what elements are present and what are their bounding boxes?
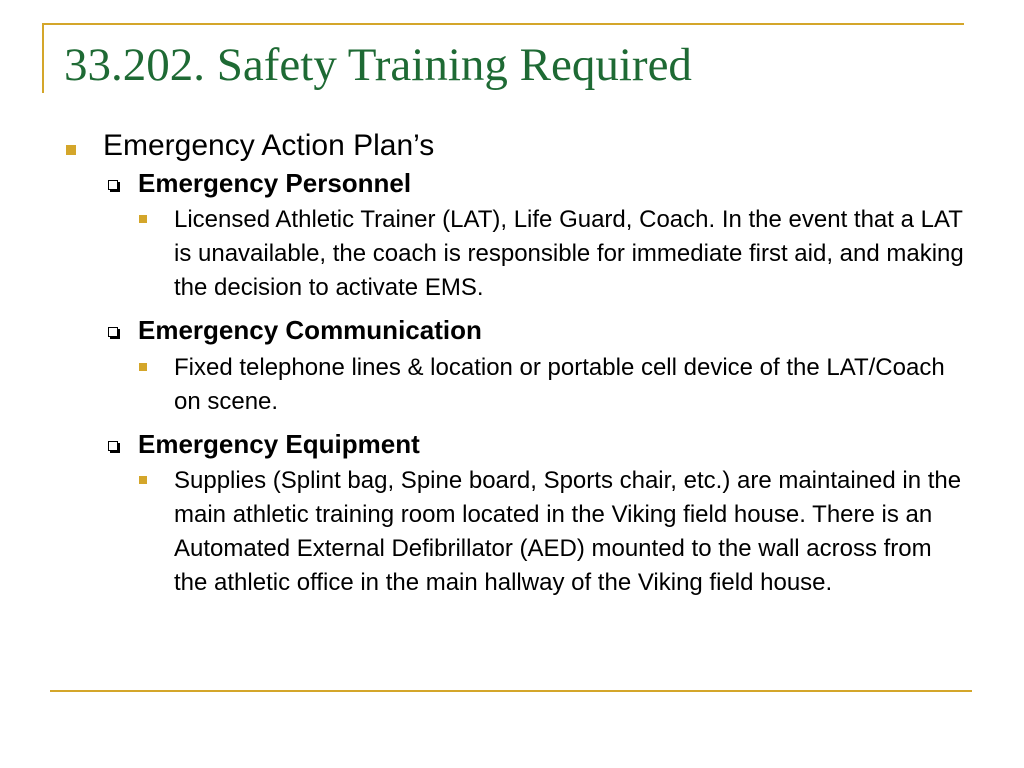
detail-list	[136, 464, 970, 600]
detail-list	[136, 351, 970, 419]
sub-bullet-heading: Emergency Personnel	[138, 168, 412, 198]
sub-bullet-emergency-equipment	[99, 429, 970, 601]
detail-item	[136, 203, 964, 305]
slide-content	[60, 128, 970, 610]
hollow-square-bullet-icon	[108, 441, 118, 451]
square-bullet-icon	[66, 145, 76, 155]
small-square-bullet-icon	[139, 215, 147, 223]
bullet-list	[60, 128, 970, 600]
slide-title: 33.202. Safety Training Required	[64, 39, 692, 91]
small-square-bullet-icon	[139, 363, 147, 371]
frame-bottom-line	[50, 690, 972, 692]
frame-top-line	[42, 23, 964, 25]
small-square-bullet-icon	[139, 476, 147, 484]
detail-item	[136, 464, 964, 600]
detail-list	[136, 203, 970, 305]
detail-text: Fixed telephone lines & location or portable cell device of the LAT/Coach on scene.	[174, 353, 945, 415]
sub-bullet-list	[99, 168, 970, 600]
sub-bullet-heading: Emergency Equipment	[138, 428, 420, 459]
detail-text: Supplies (Splint bag, Spine board, Sports chair, etc.) are maintained in the main athletic training room located in the Viking field house. There is an Automated External Defibrillator (AED) mounted to the wall across from the athletic office in the main hallway of the Viking field house.	[174, 466, 962, 597]
bullet-emergency-action-plans	[60, 128, 970, 600]
sub-bullet-heading: Emergency Communication	[138, 315, 482, 346]
detail-item	[136, 351, 964, 419]
frame-vertical-line	[42, 23, 44, 93]
sub-bullet-emergency-communication	[99, 315, 970, 418]
hollow-square-bullet-icon	[108, 327, 118, 337]
bullet-text: Emergency Action Plan’s	[103, 129, 435, 162]
hollow-square-bullet-icon	[108, 180, 118, 190]
detail-text: Licensed Athletic Trainer (LAT), Life Guard, Coach. In the event that a LAT is unavailable, the coach is responsible for immediate first aid, and making the decision to activate EMS.	[174, 206, 964, 302]
sub-bullet-emergency-personnel	[99, 168, 970, 305]
